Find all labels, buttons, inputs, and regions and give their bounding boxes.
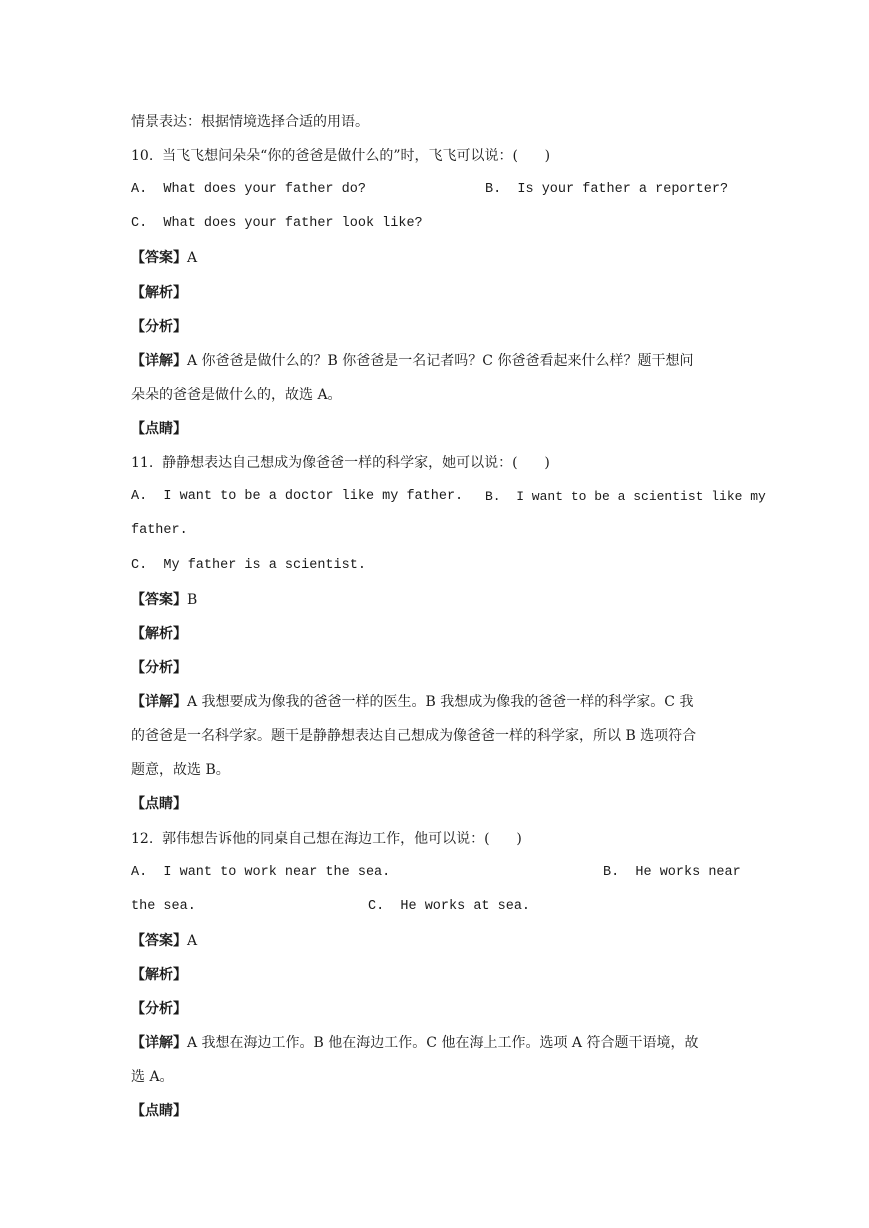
q10-answer <box>131 248 197 268</box>
q12-detail-cont: 选 A。 <box>131 1069 174 1085</box>
q11-answer <box>131 590 197 610</box>
q10-stem: 10. 当飞飞想问朵朵“你的爸爸是做什么的”时，飞飞可以说：( ) <box>131 148 551 164</box>
q11-dianjing-label: 【点睛】 <box>131 796 187 812</box>
q12-option-b-cont: the sea. <box>131 899 196 914</box>
detail-text: A 我想要成为像我的爸爸一样的医生。B 我想成为像我的爸爸一样的科学家。C 我 <box>187 694 694 710</box>
q11-option-b: B. I want to be a scientist like my <box>485 489 766 504</box>
answer-label: 【答案】 <box>131 933 187 949</box>
q11-option-b-cont: father. <box>131 523 188 538</box>
answer-label: 【答案】 <box>131 592 187 608</box>
q12-fenxi-label: 【分析】 <box>131 1001 187 1017</box>
q10-option-b: B. Is your father a reporter? <box>485 182 729 197</box>
q12-jiexi-label: 【解析】 <box>131 967 187 983</box>
q10-option-a: A. What does your father do? <box>131 182 366 197</box>
q12-stem: 12. 郭伟想告诉他的同桌自己想在海边工作，他可以说：( ) <box>131 831 522 847</box>
q11-option-a: A. I want to be a doctor like my father. <box>131 489 464 504</box>
q12-option-b: B. He works near <box>603 865 741 880</box>
q10-detail-cont: 朵朵的爸爸是做什么的，故选 A。 <box>131 387 342 403</box>
q10-option-c: C. What does your father look like? <box>131 216 423 231</box>
section-heading: 情景表达：根据情境选择合适的用语。 <box>131 114 369 130</box>
detail-label: 【详解】 <box>131 353 187 369</box>
q12-dianjing-label: 【点睛】 <box>131 1103 187 1119</box>
q12-answer <box>131 931 197 951</box>
answer-value: A <box>187 250 198 266</box>
q11-jiexi-label: 【解析】 <box>131 626 187 642</box>
q11-detail-cont-2: 题意，故选 B。 <box>131 762 230 778</box>
q10-fenxi-label: 【分析】 <box>131 319 187 335</box>
q11-stem: 11. 静静想表达自己想成为像爸爸一样的科学家，她可以说：( ) <box>131 455 550 471</box>
q10-detail <box>131 351 693 371</box>
q12-option-a: A. I want to work near the sea. <box>131 865 391 880</box>
q11-fenxi-label: 【分析】 <box>131 660 187 676</box>
q12-detail <box>131 1033 698 1053</box>
q10-jiexi-label: 【解析】 <box>131 285 187 301</box>
q10-dianjing-label: 【点睛】 <box>131 421 187 437</box>
detail-label: 【详解】 <box>131 1035 187 1051</box>
q11-detail <box>131 692 693 712</box>
detail-text: A 你爸爸是做什么的？B 你爸爸是一名记者吗？C 你爸爸看起来什么样？题干想问 <box>187 353 694 369</box>
answer-value: A <box>187 933 198 949</box>
q11-option-c: C. My father is a scientist. <box>131 558 366 573</box>
answer-label: 【答案】 <box>131 250 187 266</box>
q11-detail-cont: 的爸爸是一名科学家。题干是静静想表达自己想成为像爸爸一样的科学家，所以 B 选项符合 <box>131 728 697 744</box>
answer-value: B <box>187 592 198 608</box>
detail-label: 【详解】 <box>131 694 187 710</box>
detail-text: A 我想在海边工作。B 他在海边工作。C 他在海上工作。选项 A 符合题干语境，故 <box>187 1035 699 1051</box>
q12-option-c: C. He works at sea. <box>368 899 531 914</box>
